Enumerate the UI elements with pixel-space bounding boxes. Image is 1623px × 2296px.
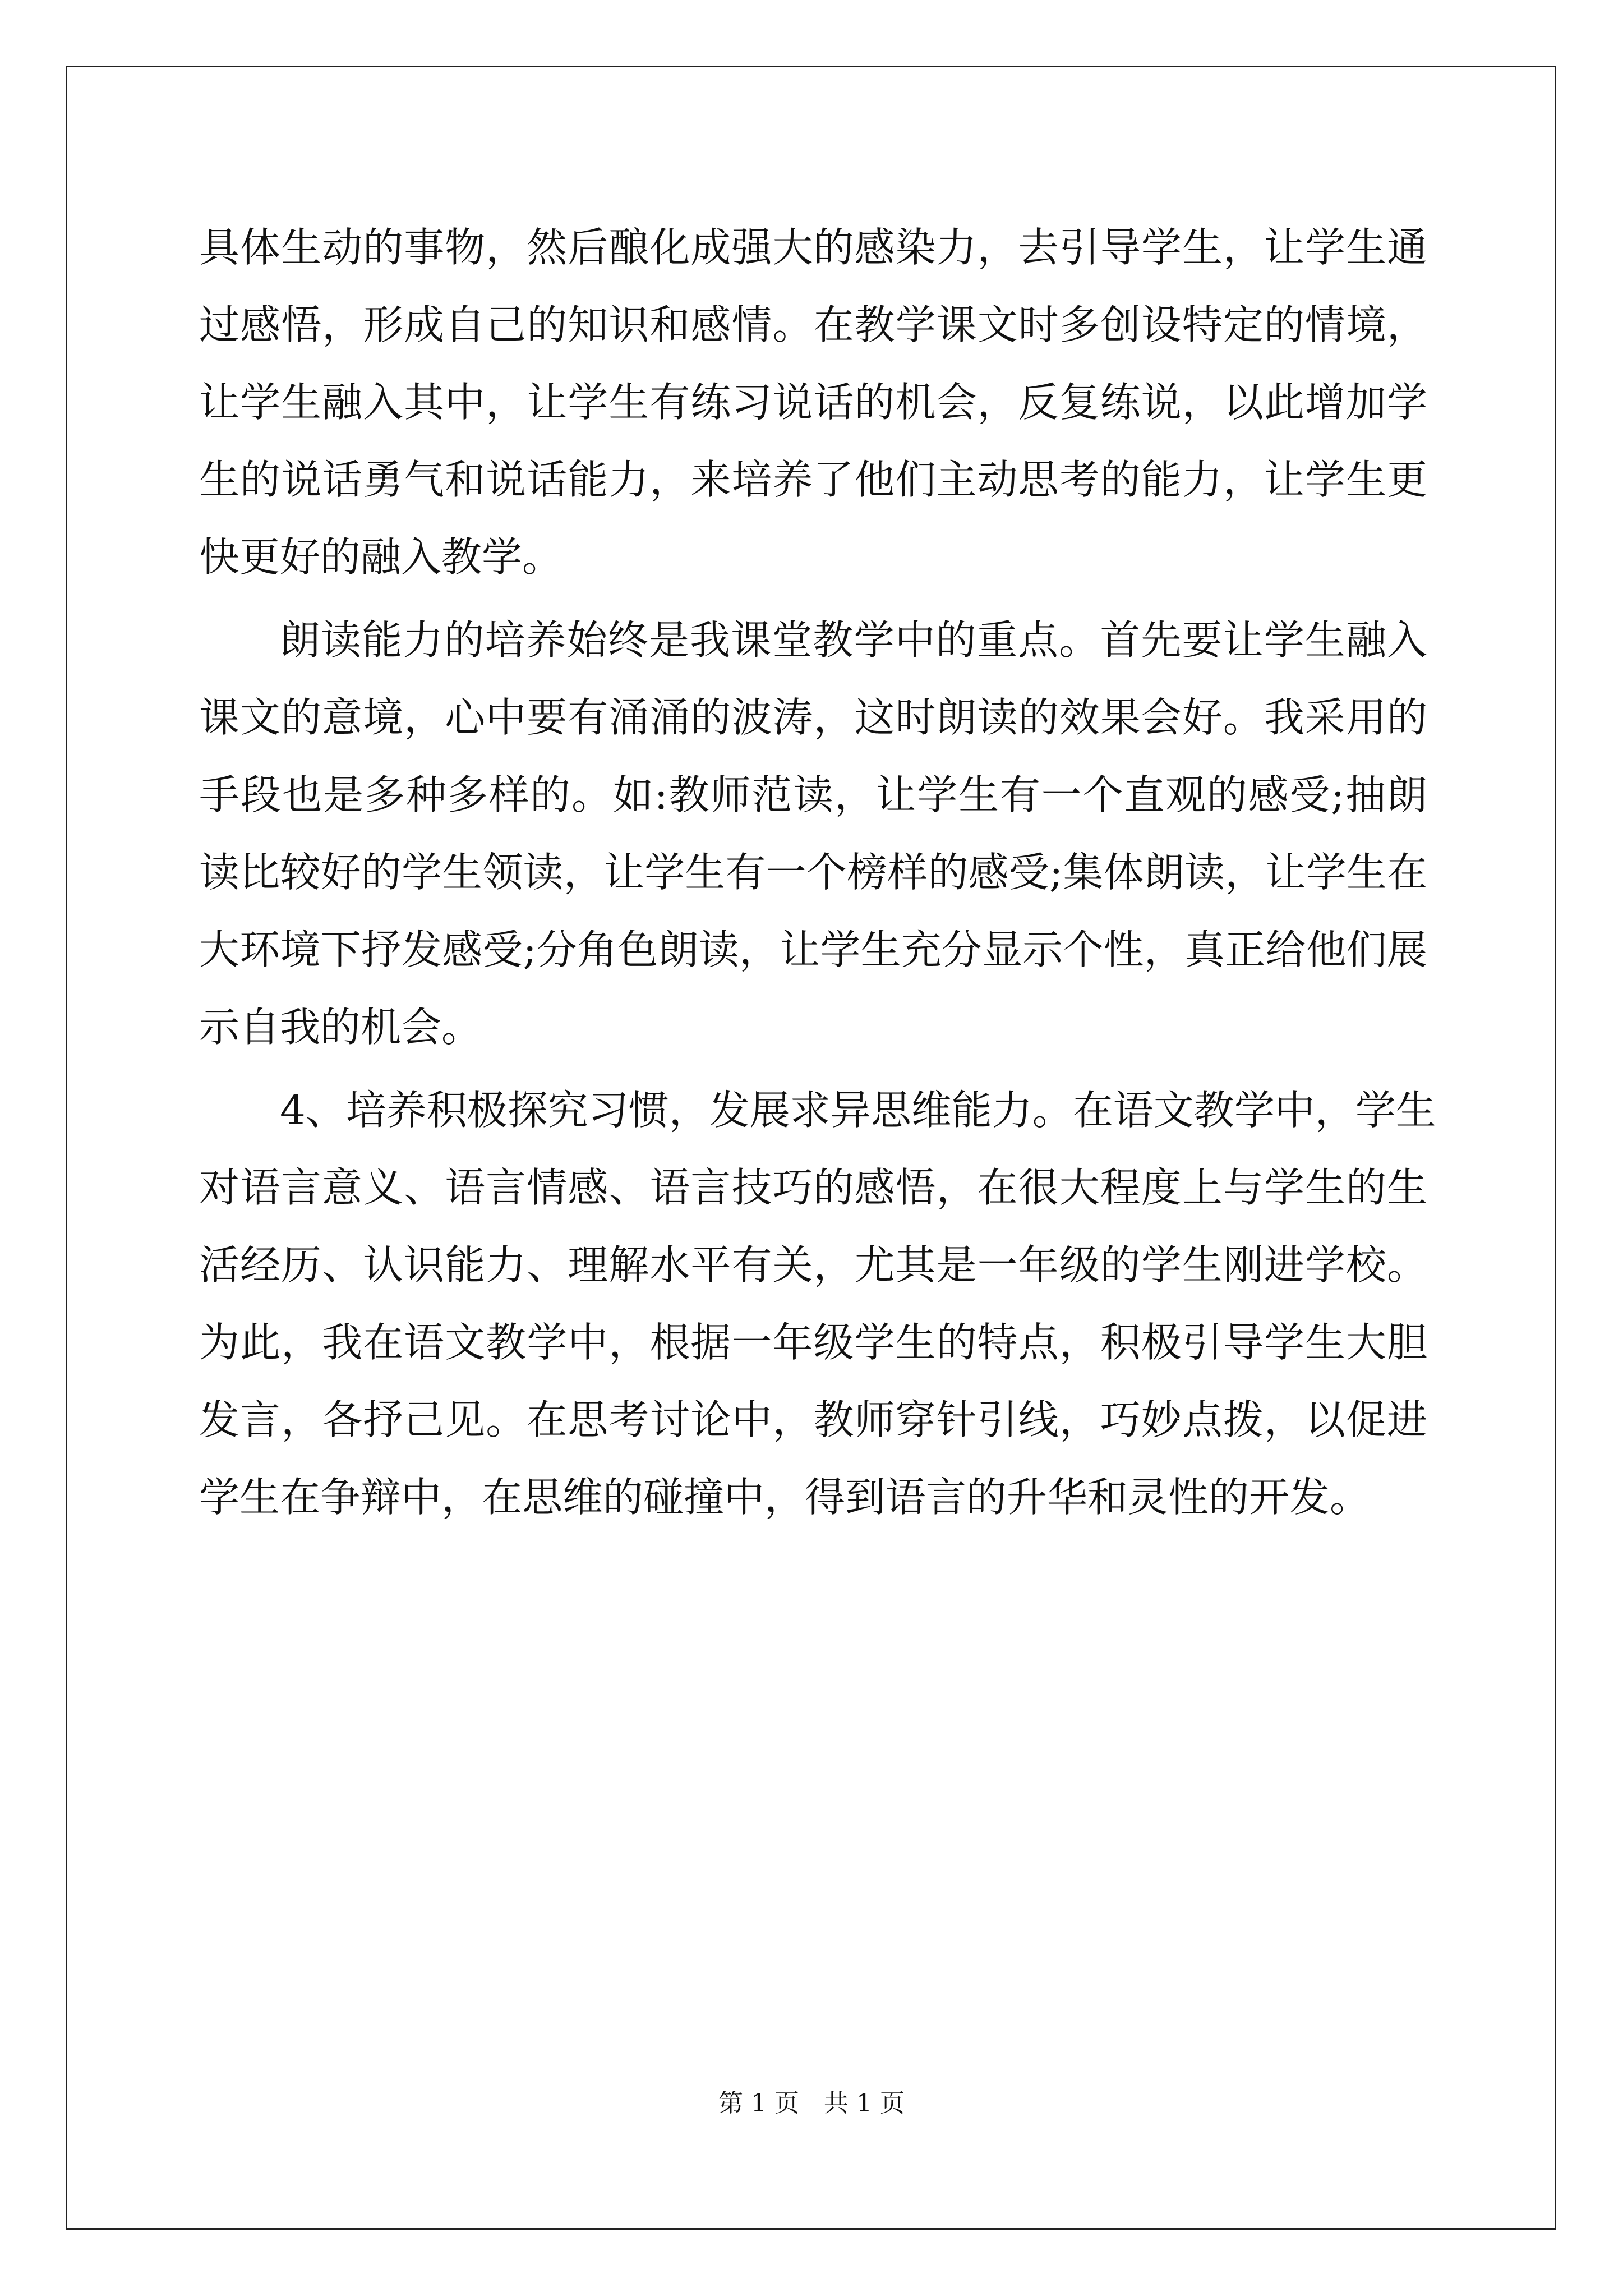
paragraph-1-line-4: 生的说话勇气和说话能力，来培养了他们主动思考的能力，让学生更: [199, 456, 1427, 503]
paragraph-2-line-5: 大环境下抒发感受;分角色朗读，让学生充分显示个性，真正给他们展: [199, 926, 1427, 973]
paragraph-2-line-1: 朗读能力的培养始终是我课堂教学中的重点。首先要让学生融入: [280, 616, 1427, 664]
paragraph-2-line-2: 课文的意境，心中要有涌涌的波涛，这时朗读的效果会好。我采用的: [199, 694, 1427, 741]
page-number-footer: 第 1 页 共 1 页: [718, 2089, 905, 2118]
paragraph-2-line-6: 示自我的机会。: [199, 1004, 482, 1051]
paragraph-3-line-3: 活经历、认识能力、理解水平有关，尤其是一年级的学生刚进学校。: [199, 1241, 1427, 1289]
paragraph-3-line-4: 为此，我在语文教学中，根据一年级学生的特点，积极引导学生大胆: [199, 1319, 1427, 1366]
paragraph-1-line-1: 具体生动的事物，然后酿化成强大的感染力，去引导学生，让学生通: [199, 224, 1427, 271]
paragraph-2-line-3: 手段也是多种多样的。如:教师范读，让学生有一个直观的感受;抽朗: [199, 771, 1427, 818]
paragraph-3-line-6: 学生在争辩中，在思维的碰撞中，得到语言的升华和灵性的开发。: [199, 1474, 1371, 1521]
paragraph-3-line-5: 发言，各抒己见。在思考讨论中，教师穿针引线，巧妙点拨，以促进: [199, 1396, 1427, 1443]
paragraph-3-line-2: 对语言意义、语言情感、语言技巧的感悟，在很大程度上与学生的生: [199, 1164, 1427, 1211]
paragraph-1-line-2: 过感悟，形成自己的知识和感情。在教学课文时多创设特定的情境，: [199, 301, 1427, 348]
paragraph-3-line-1: 4、培养积极探究习惯，发展求异思维能力。在语文教学中，学生: [280, 1087, 1436, 1134]
paragraph-2-line-4: 读比较好的学生领读，让学生有一个榜样的感受;集体朗读，让学生在: [199, 849, 1427, 896]
paragraph-1-line-5: 快更好的融入教学。: [199, 533, 563, 581]
paragraph-1-line-3: 让学生融入其中，让学生有练习说话的机会，反复练说，以此增加学: [199, 379, 1427, 426]
